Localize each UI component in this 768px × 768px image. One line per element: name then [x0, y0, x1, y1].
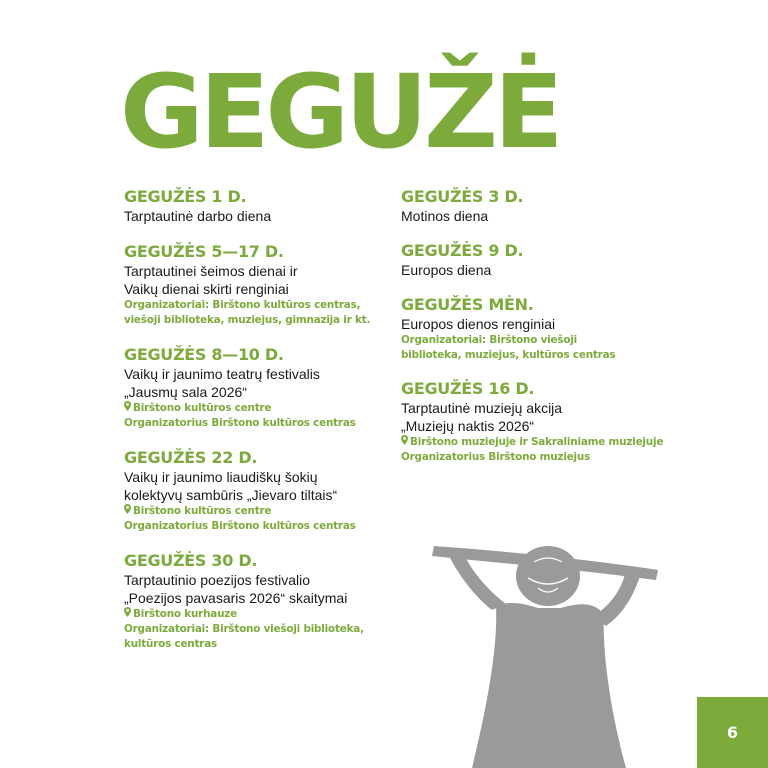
event-organizers: biblioteka, muziejus, kultūros centras — [401, 349, 616, 361]
event-may-16 — [401, 379, 681, 465]
event-may-5-17 — [124, 242, 394, 328]
event-location-text: Birštono kultūros centre — [133, 402, 272, 414]
event-may-9 — [401, 241, 681, 279]
event-title: Tarptautinė muziejų akcija — [401, 400, 563, 416]
event-title: Vaikų ir jaunimo teatrų festivalis — [124, 366, 320, 382]
event-title: „Poezijos pavasaris 2026“ skaitymai — [124, 590, 348, 606]
event-date: GEGUŽĖS 22 D. — [124, 448, 258, 467]
map-pin-icon — [401, 435, 408, 450]
event-organizers: Organizatoriai: Birštono viešoji — [401, 334, 578, 346]
event-may-month — [401, 295, 681, 363]
event-title: Vaikų ir jaunimo liaudiškų šokių — [124, 469, 318, 485]
event-organizers: Organizatoriai: Birštono kultūros centras, — [124, 299, 361, 311]
event-location — [401, 435, 681, 450]
event-may-22 — [124, 448, 394, 534]
event-location — [124, 607, 394, 622]
event-organizers: Organizatorius Birštono muziejus — [401, 451, 591, 463]
event-location-text: Birštono kultūros centre — [133, 505, 272, 517]
event-organizers: viešoji biblioteka, muziejus, gimnazija ir kt. — [124, 314, 371, 326]
event-date: GEGUŽĖS 3 D. — [401, 187, 524, 206]
map-pin-icon — [124, 607, 131, 622]
event-list-right — [401, 187, 681, 481]
event-may-30 — [124, 551, 394, 652]
page-number: 6 — [726, 723, 739, 742]
event-list-left — [124, 187, 394, 669]
event-title: Tarptautinio poezijos festivalio — [124, 572, 310, 588]
event-title: kolektyvų sambūris „Jievaro tiltais“ — [124, 487, 338, 503]
event-title: „Muziejų naktis 2026“ — [401, 418, 535, 434]
event-date: GEGUŽĖS MĖN. — [401, 295, 534, 314]
event-title: Tarptautinei šeimos dienai ir — [124, 263, 298, 279]
event-location — [124, 401, 394, 416]
event-title: Europos dienos renginiai — [401, 316, 556, 332]
map-pin-icon — [124, 504, 131, 519]
event-date: GEGUŽĖS 8—10 D. — [124, 345, 284, 364]
person-holding-pole-illustration — [430, 540, 662, 768]
event-date: GEGUŽĖS 16 D. — [401, 379, 535, 398]
event-title: Vaikų dienai skirti renginiai — [124, 281, 289, 297]
event-organizers: Organizatorius Birštono kultūros centras — [124, 520, 356, 532]
event-date: GEGUŽĖS 30 D. — [124, 551, 258, 570]
event-organizers: Organizatoriai: Birštono viešoji biblioteka, — [124, 623, 364, 635]
event-organizers: kultūros centras — [124, 638, 217, 650]
event-title: Europos diena — [401, 262, 492, 278]
event-organizers: Organizatorius Birštono kultūros centras — [124, 417, 356, 429]
event-date: GEGUŽĖS 1 D. — [124, 187, 247, 206]
event-title: Tarptautinė darbo diena — [124, 208, 272, 224]
event-may-3 — [401, 187, 681, 225]
event-title: „Jausmų sala 2026“ — [124, 384, 247, 400]
event-location — [124, 504, 394, 519]
event-location-text: Birštono muziejuje ir Sakraliniame muziejuje — [410, 436, 664, 448]
event-title: Motinos diena — [401, 208, 489, 224]
event-location-text: Birštono kurhauze — [133, 608, 237, 620]
event-date: GEGUŽĖS 9 D. — [401, 241, 524, 260]
event-may-8-10 — [124, 345, 394, 431]
event-date: GEGUŽĖS 5—17 D. — [124, 242, 284, 261]
page-title: GEGUŽĖ — [120, 53, 560, 172]
page-number-badge — [697, 697, 768, 768]
event-may-1 — [124, 187, 394, 225]
map-pin-icon — [124, 401, 131, 416]
